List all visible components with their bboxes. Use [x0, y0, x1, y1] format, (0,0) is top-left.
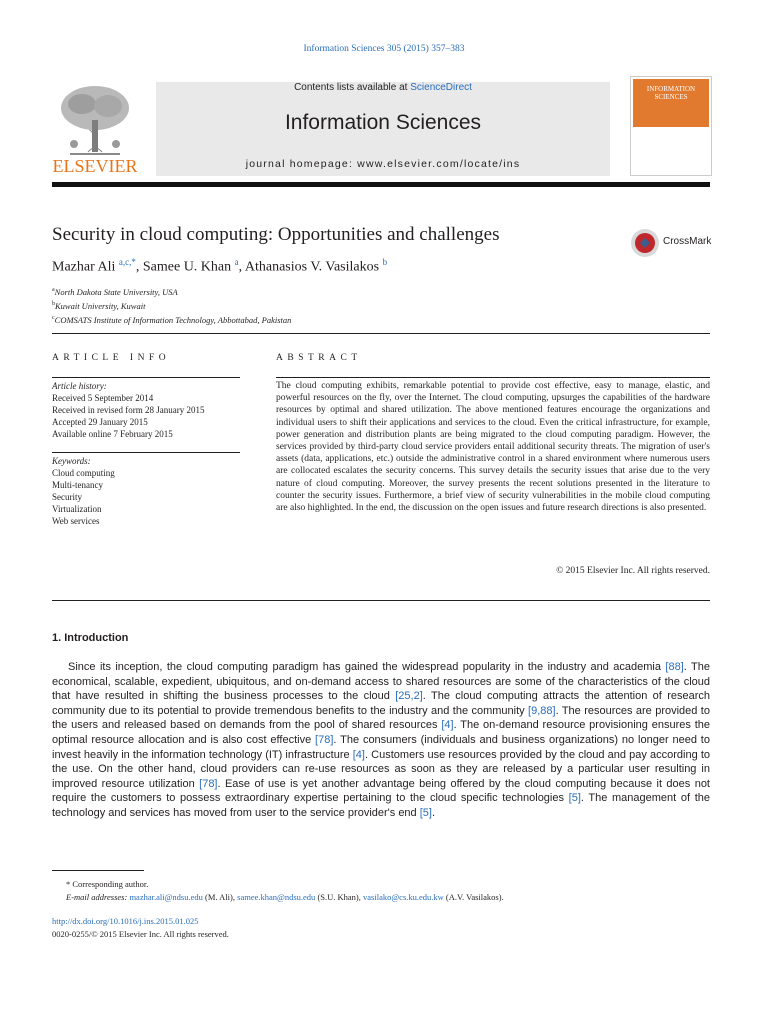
history-item: Available online 7 February 2015 [52, 429, 173, 439]
introduction-paragraph [52, 660, 710, 821]
email-link[interactable]: vasilako@cs.ku.edu.kw [363, 891, 444, 902]
author-affiliation-marks[interactable]: a [234, 257, 239, 267]
cover-title: INFORMATION SCIENCES [646, 85, 696, 101]
abstract-bottom-divider [52, 600, 710, 601]
affiliation-item: $^c$COMSATS Institute of Information Technology, Abbottabad, Pakistan [52, 314, 292, 325]
introduction-text-run: . Ease of use is yet another advantage being offered by the cloud computing because it does not require the customers to possess extraordinary expertise pertaining to the cloud specific technologies [52, 777, 710, 805]
history-item: Accepted 29 January 2015 [52, 417, 148, 427]
keywords-divider [52, 452, 240, 453]
keyword-item: Multi-tenancy [52, 480, 103, 490]
introduction-text-run: . The consumers (individuals and business organizations) no longer need to invest heavily in the information technology (IT) infrastructure [52, 733, 710, 761]
doi-block [52, 915, 229, 940]
citation-link[interactable]: [78] [199, 777, 218, 790]
citation-link[interactable]: [4] [352, 748, 365, 761]
abstract-heading: ABSTRACT [276, 353, 362, 363]
citation-link[interactable]: [88] [665, 661, 684, 673]
section-heading-introduction: 1. Introduction [52, 632, 129, 644]
footnotes [52, 878, 504, 903]
keyword-item: Security [52, 492, 82, 502]
contents-line [156, 82, 610, 93]
email-label: E-mail addresses: [66, 891, 128, 902]
keywords [52, 455, 115, 527]
title-divider [52, 333, 710, 334]
email-owner: (M. Ali) [205, 891, 233, 902]
author-affiliation-marks[interactable]: a,c,* [118, 257, 136, 267]
email-link[interactable]: samee.khan@ndsu.edu [237, 891, 316, 902]
introduction-text-run: . The cloud computing attracts the attention of research community due to its potential to provide tremendous benefits to the industry and the community [52, 690, 711, 717]
introduction-text-run: Since its inception, the cloud computing paradigm has gained the widespread popularity in the industry and academia [68, 661, 666, 673]
elsevier-wordmark: ELSEVIER [52, 156, 138, 176]
crossmark-label: CrossMark [663, 236, 712, 247]
footnote-divider [52, 870, 144, 871]
author-affiliation-marks[interactable]: b [382, 257, 388, 267]
introduction-text-run: . [431, 806, 436, 819]
author-name: Athanasios V. Vasilakos [244, 259, 380, 275]
email-addresses: E-mail addresses: mazhar.ali@ndsu.edu (M. Ali), samee.khan@ndsu.edu (S.U. Khan), vasilako@cs.ku.edu.kw (A.V. Vasilakos). [66, 891, 504, 902]
introduction-text-run: . The economical, scalable, expedient, ubiquitous, and on-demand access to shared resources are some of the characteristics of the cloud that have resulted in shifting the business processes to the cloud [52, 661, 710, 703]
history-item: Received 5 September 2014 [52, 393, 154, 403]
citation-link[interactable]: [25,2] [395, 690, 423, 703]
keyword-item: Web services [52, 516, 100, 526]
introduction-text-run: . The resources are provided to the users and released based on demands from the pool of shared resources [52, 704, 710, 732]
article-history [52, 380, 204, 440]
crossmark-badge[interactable] [630, 228, 712, 258]
citation-link[interactable]: [4] [441, 719, 454, 732]
journal-homepage[interactable]: journal homepage: www.elsevier.com/locate/ins [245, 158, 521, 170]
citation-link[interactable]: [5] [568, 792, 581, 805]
email-owner: (A.V. Vasilakos). [445, 891, 504, 902]
introduction-text-run: . The on-demand resource provisioning ensures the optimal resource allocation and is also cost effective [52, 719, 710, 746]
affiliations [52, 284, 291, 325]
history-item: Received in revised form 28 January 2015 [52, 405, 205, 415]
abstract-text: The cloud computing exhibits, remarkable potential to provide cost effective, easy to manage, elastic, and powerful resources on the fly, over the Internet. The cloud computing, upsurges the capabilities of the hardware resources by optimal and shared utilization. The above mentioned features encourage the organizations and individual users to shift their applications and services to the cloud. Even the critical infrastructure, for example, power generation and distribution plants are being migrated to the cloud computing paradigm. However, the services provided by third-party cloud service providers entail additional security threats. The migration of user's assets (data, applications, etc.) outside the administrative control in a shared environment where numerous users are collocated escalates the security concerns. This survey details the security issues that arise due to the very nature of cloud computing. Moreover, the survey presents the recent solutions presented in the literature to counter the security issues. Furthermore, a brief view of security vulnerabilities in the mobile cloud computing are also highlighted. In the end, the discussion on the open issues and future research directions is also presented. [276, 381, 710, 514]
keyword-item: Cloud computing [52, 468, 115, 478]
article-title: Security in cloud computing: Opportunities and challenges [52, 224, 500, 245]
article-info-heading: ARTICLE INFO [52, 353, 171, 363]
abstract-divider [276, 377, 710, 378]
author-name: Samee U. Khan [142, 259, 232, 275]
elsevier-logo [52, 80, 138, 176]
journal-cover-thumbnail[interactable] [630, 76, 712, 176]
contents-prefix: Contents lists available at [294, 82, 411, 93]
history-label: Article history: [52, 381, 107, 391]
article-info-divider [52, 377, 240, 378]
doi-link[interactable]: http://dx.doi.org/10.1016/j.ins.2015.01.025 [52, 916, 199, 926]
corresponding-author-note: * Corresponding author. [66, 879, 149, 889]
keywords-label: Keywords: [52, 456, 91, 466]
header-divider [52, 182, 710, 187]
introduction-text-run: . The management of the technology and services has moved from user to the service provider's end [52, 792, 710, 819]
issn-copyright: 0020-0255/© 2015 Elsevier Inc. All rights reserved. [52, 928, 229, 939]
sciencedirect-link[interactable]: ScienceDirect [410, 82, 472, 93]
email-link[interactable]: mazhar.ali@ndsu.edu [129, 891, 203, 902]
email-owner: (S.U. Khan) [317, 891, 359, 902]
abstract-copyright: © 2015 Elsevier Inc. All rights reserved. [556, 566, 710, 576]
introduction-text-run: . Customers use resources provided by the cloud and pay according to the use. On the other hand, cloud providers can re-use resources as soon as they are released by a particular user resulting in improved resource utilization [52, 748, 710, 790]
citation-link[interactable]: [78] [315, 733, 334, 746]
author-list: Mazhar Ali $^{a,c,*}$, Samee U. Khan $^a$, Athanasios V. Vasilakos $^b$ [52, 257, 388, 275]
affiliation-item: $^b$Kuwait University, Kuwait [52, 300, 146, 311]
journal-title: Information Sciences [284, 111, 482, 134]
keyword-item: Virtualization [52, 504, 102, 514]
crossmark-icon [630, 228, 660, 258]
citation-link[interactable]: [5] [419, 806, 432, 819]
author-name: Mazhar Ali [52, 259, 116, 275]
citation-link[interactable]: [9,88] [528, 704, 556, 717]
affiliation-item: $^a$North Dakota State University, USA [52, 286, 178, 297]
journal-reference-link[interactable]: Information Sciences 305 (2015) 357–383 [303, 44, 465, 54]
